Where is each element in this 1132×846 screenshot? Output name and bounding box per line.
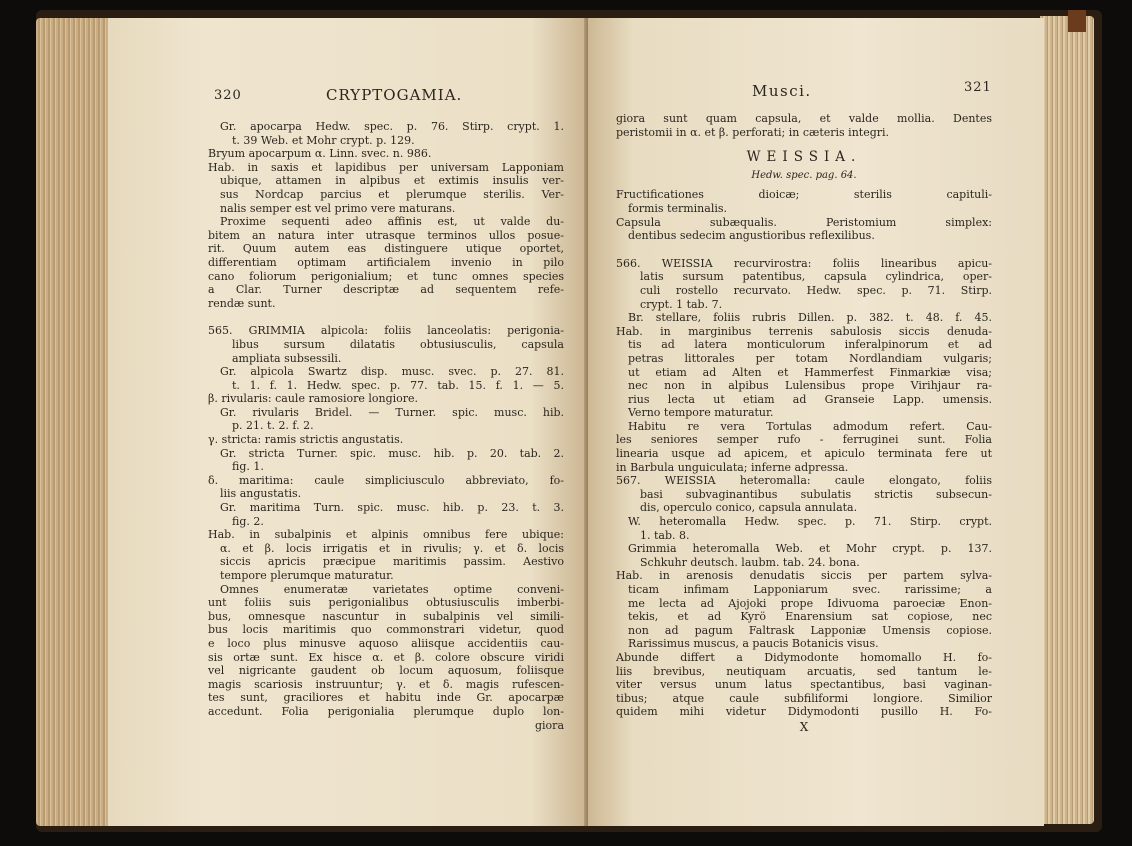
signature-mark: X	[799, 719, 809, 734]
text-line: fig. 1.	[232, 460, 264, 474]
text-line: δ. maritima: caule simpliciusculo abbreviato, fo-	[208, 473, 564, 487]
left-text-block	[208, 120, 564, 732]
running-head: CRYPTOGAMIA.	[326, 86, 463, 104]
text-line: Proxime sequenti adeo affinis est, ut valde du-	[220, 215, 564, 229]
text-line: ubique, attamen in alpibus et extimis insulis ver-	[220, 174, 564, 188]
text-line: tis ad latera monticulorum inferalpinorum et ad	[628, 338, 992, 352]
text-line: Gr. rivularis Bridel. — Turner. spic. musc. hib.	[220, 405, 564, 419]
text-line: β. rivularis: caule ramosiore longiore.	[208, 392, 419, 406]
text-line: liis brevibus, neutiquam arcuatis, sed tantum le-	[616, 664, 992, 678]
text-line: tempore plerumque maturatur.	[220, 569, 394, 582]
text-line: liis angustatis.	[220, 487, 302, 501]
text-line: rit. Quum autem eas distinguere utique oportet,	[208, 242, 564, 256]
text-line: libus sursum dilatatis obtusiusculis, capsula	[232, 337, 564, 351]
text-line: Hab. in arenosis denudatis siccis per partem sylva-	[616, 569, 992, 583]
text-line: Abunde differt a Didymodonte homomallo H. fo-	[616, 650, 992, 664]
text-line: t. 39 Web. et Mohr crypt. p. 129.	[232, 133, 415, 147]
text-line: bitem an natura inter utrasque terminos ullos posue-	[208, 228, 564, 242]
text-line: W. heteromalla Hedw. spec. p. 71. Stirp. crypt.	[628, 515, 992, 529]
text-line: Capsula subæqualis. Peristomium simplex:	[616, 215, 992, 229]
text-line: bus locis maritimis quo commonstrari videtur, quod	[208, 623, 564, 637]
text-line: siccis apricis præcipue maritimis passim. Aestivo	[220, 555, 564, 569]
bookmark-ribbon	[1068, 10, 1086, 32]
text-line: in Barbula unguiculata; inferne adpressa.	[616, 460, 849, 474]
text-line: Gr. stricta Turner. spic. musc. hib. p. 20. tab. 2.	[220, 446, 564, 460]
text-line: 567. WEISSIA heteromalla: caule elongato, foliis	[616, 474, 992, 488]
text-line: magis scariosis instruuntur; γ. et δ. magis rufescen-	[208, 677, 564, 691]
text-line: sis ortæ sunt. Ex hisce α. et β. colore obscure viridi	[208, 650, 564, 664]
text-line: Grimmia heteromalla Web. et Mohr crypt. p. 137.	[628, 542, 992, 556]
text-line: 566. WEISSIA recurvirostra: foliis linearibus apicu-	[616, 256, 992, 270]
text-line: Gr. maritima Turn. spic. musc. hib. p. 23. t. 3.	[220, 501, 564, 515]
text-line: giora	[535, 718, 564, 732]
text-line: basi subvaginantibus subulatis strictis subsecun-	[640, 487, 992, 501]
page-edges-right	[1040, 16, 1094, 824]
text-line: quidem mihi videtur Didymodonti pusillo H. Fo-	[616, 705, 992, 719]
text-line: a Clar. Turner descriptæ ad sequentem refe-	[208, 283, 564, 297]
text-line: 1. tab. 8.	[640, 528, 690, 542]
text-line: Verno tempore maturatur.	[628, 406, 774, 420]
text-line: unt foliis suis perigonialibus obtusiusculis imberbi-	[208, 596, 564, 610]
text-line: Rarissimus muscus, a paucis Botanicis visus.	[628, 637, 879, 651]
text-line: Schkuhr deutsch. laubm. tab. 24. bona.	[640, 555, 860, 569]
text-line: rius lecta ut etiam ad Granseie Lapp. umensis.	[628, 392, 992, 406]
text-line: Hab. in subalpinis et alpinis omnibus fere ubique:	[208, 528, 564, 542]
text-line: Habitu re vera Tortulas admodum refert. Cau-	[628, 419, 992, 433]
right-page	[588, 18, 1044, 826]
running-head: Musci.	[752, 82, 812, 100]
text-line: p. 21. t. 2. f. 2.	[232, 419, 314, 433]
text-line: ampliata subsessili.	[232, 351, 342, 365]
page-number: 320	[214, 88, 242, 103]
text-line: Br. stellare, foliis rubris Dillen. p. 382. t. 48. f. 45.	[628, 311, 992, 325]
left-page	[108, 18, 588, 826]
text-line: Gr. alpicola Swartz disp. musc. svec. p. 27. 81.	[220, 365, 564, 379]
text-line: culi rostello recurvato. Hedw. spec. p. 71. Stirp.	[640, 283, 992, 297]
text-line: rendæ sunt.	[208, 296, 276, 310]
text-line: tes sunt, graciliores et habitu inde Gr. apocarpæ	[208, 691, 564, 705]
text-line: γ. stricta: ramis strictis angustatis.	[208, 433, 404, 447]
text-line: linearia usque ad apicem, et apiculo terminata fere ut	[616, 447, 992, 461]
text-line: Hab. in marginibus terrenis sabulosis siccis denuda-	[616, 324, 992, 338]
text-line: fig. 2.	[232, 514, 264, 528]
text-line: bus, omnesque nascuntur in subalpinis vel simili-	[208, 609, 564, 623]
text-line: α. et β. locis irrigatis et in rivulis; γ. et δ. locis	[220, 541, 564, 555]
text-line: les seniores semper rufo - ferruginei sunt. Folia	[616, 433, 992, 447]
text-line: sus Nordcap parcius et plerumque sterilis. Ver-	[220, 187, 564, 201]
text-line: petras littorales per totam Nordlandiam vulgaris;	[628, 351, 992, 365]
text-line: nec non in alpibus Lulensibus prope Virihjaur ra-	[628, 379, 992, 393]
paragraph-gap	[208, 310, 564, 324]
text-line: ut etiam ad Alten et Hammerfest Finmarkiæ visa;	[628, 365, 992, 379]
text-line: e loco plus minusve aquoso aliisque accidentiis cau-	[208, 636, 564, 650]
text-line: crypt. 1 tab. 7.	[640, 297, 723, 311]
text-line: nalis semper est vel primo vere maturans.	[220, 201, 456, 215]
text-line: formis terminalis.	[628, 201, 727, 215]
page-edges-left	[36, 18, 114, 826]
text-line: Hab. in saxis et lapidibus per universam Lapponiam	[208, 160, 564, 174]
text-line: Bryum apocarpum α. Linn. svec. n. 986.	[208, 147, 432, 161]
text-line: Omnes enumeratæ varietates optime conveni-	[220, 582, 564, 596]
page-number: 321	[964, 80, 992, 95]
text-line: dentibus sedecim angustioribus reflexilibus.	[628, 229, 875, 243]
text-line: me lecta ad Ajojoki prope Idivuoma paroeciæ Enon-	[628, 596, 992, 610]
text-line: viter versus unum latus spectantibus, basi vaginan-	[616, 678, 992, 692]
text-line: accedunt. Folia perigonialia plerumque duplo lon-	[208, 704, 564, 718]
right-text-block	[616, 112, 992, 735]
text-line: tekis, et ad Kyrö Enarensium sat copiose, nec	[628, 610, 992, 624]
paragraph-gap	[616, 243, 992, 257]
text-line: differentiam optimam artificialem invenio in pilo	[208, 255, 564, 269]
text-line: cano foliorum perigonialium; et tunc omnes species	[208, 269, 564, 283]
text-line: peristomii in α. et β. perforati; in cæteris integri.	[616, 125, 890, 139]
text-line: giora sunt quam capsula, et valde mollia. Dentes	[616, 112, 992, 125]
text-line: non ad pagum Faltrask Lapponiæ Umensis copiose.	[628, 623, 992, 637]
text-line: latis sursum patentibus, capsula cylindrica, oper-	[640, 270, 992, 284]
text-line: ticam infimam Lapponiarum svec. rarissime; a	[628, 583, 992, 596]
genus-title: WEISSIA.	[746, 149, 862, 166]
text-line: vel nigricante gaudent ob locum aquosum, foliisque	[208, 664, 564, 678]
text-line: Fructificationes dioicæ; sterilis capituli-	[616, 188, 992, 202]
genus-reference: Hedw. spec. pag. 64.	[751, 169, 857, 181]
text-line: Gr. apocarpa Hedw. spec. p. 76. Stirp. crypt. 1.	[220, 120, 564, 133]
text-line: dis, operculo conico, capsula annulata.	[640, 501, 858, 515]
text-line: tibus; atque caule subfiliformi longiore. Similior	[616, 691, 992, 705]
text-line: t. 1. f. 1. Hedw. spec. p. 77. tab. 15. f. 1. — 5.	[232, 378, 564, 392]
text-line: 565. GRIMMIA alpicola: foliis lanceolatis: perigonia-	[208, 324, 564, 338]
